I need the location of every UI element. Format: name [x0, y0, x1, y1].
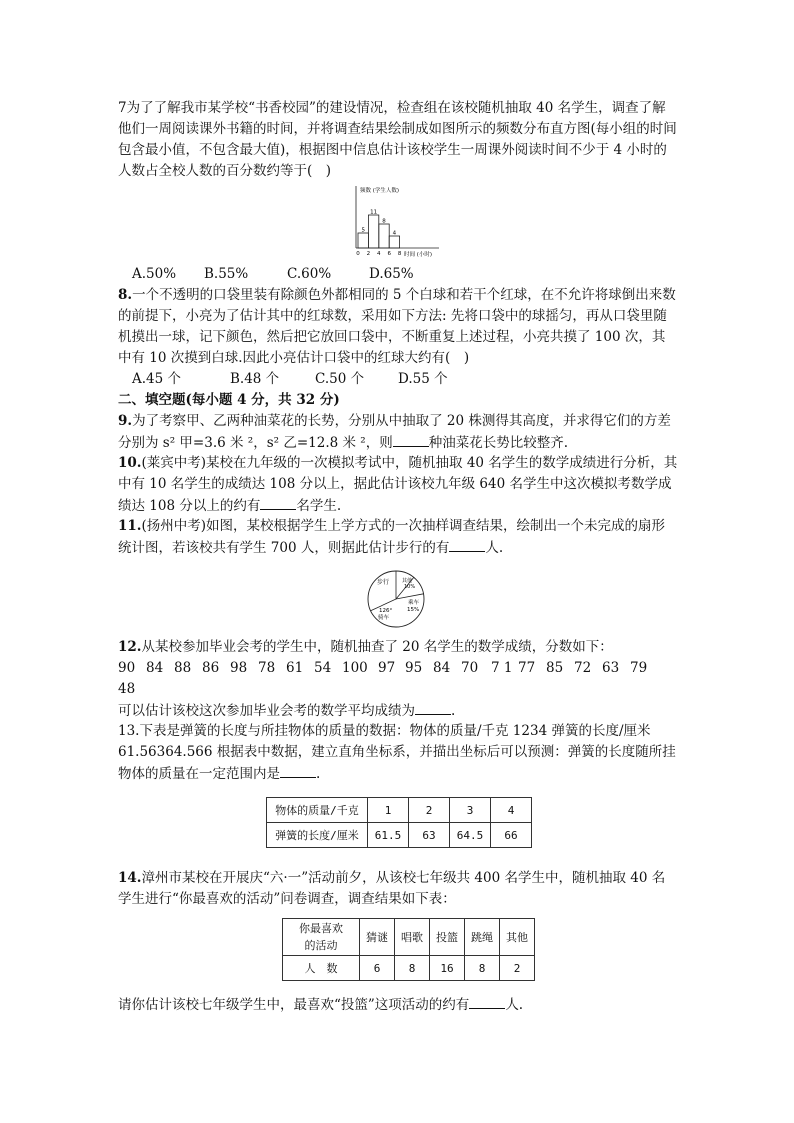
- bar-value-label: 8: [382, 218, 386, 225]
- bar-value-label: 11: [370, 209, 378, 216]
- question-12-number: 12.: [118, 639, 142, 655]
- score-value: 84: [146, 660, 164, 676]
- score-value: 61: [286, 660, 304, 676]
- question-11: [118, 516, 678, 559]
- table-cell: 6: [360, 956, 395, 981]
- question-12-text: 从某校参加毕业会考的学生中，随机抽查了 20 名学生的数学成绩，分数如下：: [141, 639, 613, 655]
- score-list: [118, 658, 678, 679]
- question-10-number: 10.: [118, 455, 142, 471]
- x-axis-label: 时间 (小时): [404, 252, 433, 258]
- x-tick-label: 6: [387, 251, 391, 257]
- option-c[interactable]: C.60%: [287, 266, 332, 282]
- table-cell: 16: [430, 956, 465, 981]
- question-10-text-end: 名学生.: [296, 498, 342, 514]
- score-value: 77: [518, 660, 536, 676]
- table-cell: 8: [465, 956, 500, 981]
- question-7-text: 7为了了解我市某学校“书香校园”的建设情况，检查组在该校随机抽取 40 名学生，调查了解他们一周阅读课外书籍的时间，并将调查结果绘制成如图所示的频数分布直方图(每小组的时间包含最小值，不包含最大值)，根据图中信息估计该校学生一周课外阅读时间不少于 4 小时的人数占全校人数的百分数约等于( ): [118, 100, 677, 179]
- table-row: [283, 956, 535, 981]
- table-header-cell: [283, 919, 360, 956]
- pie-label-bike-angle: 126°: [379, 608, 393, 614]
- option-d[interactable]: D.65%: [369, 266, 414, 282]
- x-tick-label: 4: [377, 251, 381, 257]
- activity-survey-table: [282, 918, 535, 981]
- bar-value-label: 5: [361, 227, 365, 234]
- answer-blank[interactable]: [280, 763, 316, 778]
- score-value: 84: [433, 660, 451, 676]
- question-12-ask-end: .: [451, 703, 456, 719]
- question-14-ask: [118, 994, 678, 1016]
- score-last: 48: [118, 681, 136, 697]
- pie-label-walk: 步行: [377, 579, 390, 586]
- table-row: [267, 823, 532, 848]
- table-cell: 2: [409, 798, 450, 823]
- score-value: 78: [258, 660, 276, 676]
- table-header-cell: 物体的质量/千克: [267, 798, 368, 823]
- table-cell: 64.5: [450, 823, 491, 848]
- question-10-text: (莱宾中考)某校在九年级的一次模拟考试中，随机抽取 40 名学生的数学成绩进行分析，其中有 10 名学生的成绩达 108 分以上，据此估计该校九年级 640 名学生中这次模拟考数学成绩达 108 分以上的约有: [118, 455, 678, 514]
- score-value: 88: [174, 660, 192, 676]
- question-14: [118, 868, 678, 910]
- question-9-text-end: 种油菜花长势比较整齐.: [428, 435, 568, 451]
- score-value: 95: [405, 660, 423, 676]
- question-8-number: 8.: [118, 287, 133, 303]
- table-row: [267, 798, 532, 823]
- pie-label-bike: 骑车: [378, 615, 390, 621]
- bar-value-label: 4: [392, 230, 397, 237]
- option-d[interactable]: D.55 个: [398, 371, 448, 387]
- score-value: 63: [602, 660, 620, 676]
- score-value: 79: [630, 660, 648, 676]
- score-value: 54: [314, 660, 332, 676]
- question-14-ask-end: 人.: [505, 997, 524, 1013]
- question-8-text: 一个不透明的口袋里装有除颜色外都相同的 5 个白球和若干个红球，在不允许将球倒出来数的前提下，小亮为了估计其中的红球数，采用如下方法: 先将口袋中的球摇匀，再从口袋里随机摸出一球，记下颜色，然后把它放回口袋中，不断重复上述过程，小亮共摸了 100 次，其中有 10 次摸到白球.因此小亮估计口袋中的红球大约有( ): [118, 287, 676, 366]
- question-12: [118, 637, 678, 658]
- question-10: [118, 453, 678, 517]
- table-cell: 1: [368, 798, 409, 823]
- histogram-bar: [389, 236, 399, 248]
- table-header-cell: 猜谜: [360, 919, 395, 956]
- question-13-end: .: [316, 766, 321, 782]
- score-value: 70: [461, 660, 479, 676]
- question-14-number: 14.: [118, 870, 142, 886]
- histogram-bar: [379, 224, 389, 248]
- option-a[interactable]: A.50%: [132, 266, 177, 282]
- histogram-marks: [356, 210, 402, 258]
- answer-blank[interactable]: [415, 700, 451, 715]
- pie-chart: [356, 568, 436, 630]
- table-cell: 3: [450, 798, 491, 823]
- question-13: [118, 721, 678, 785]
- table-header-cell: 唱歌: [395, 919, 430, 956]
- question-11-text-end: 人.: [485, 540, 504, 556]
- x-tick-label: 2: [366, 251, 371, 257]
- question-8: [118, 285, 678, 369]
- table-cell: 4: [491, 798, 532, 823]
- score-value: 85: [546, 660, 564, 676]
- table-header-cell: 投篮: [430, 919, 465, 956]
- question-12-ask: [118, 700, 678, 722]
- option-b[interactable]: B.55%: [204, 266, 249, 282]
- table-header-cell: 跳绳: [465, 919, 500, 956]
- score-value: 98: [230, 660, 248, 676]
- section-2-heading: 二、填空题(每小题 4 分，共 32 分): [118, 392, 340, 408]
- option-c[interactable]: C.50 个: [315, 371, 365, 387]
- answer-blank[interactable]: [449, 537, 485, 552]
- question-9: [118, 411, 678, 454]
- table-header-cell: 人 数: [283, 956, 360, 981]
- score-value: 7 1: [491, 660, 513, 676]
- table-row: [283, 919, 535, 956]
- question-9-text: 为了考察甲、乙两种油菜花的长势，分别从中抽取了 20 株测得其高度，并求得它们的方差分别为 s² 甲=3.6 米 ²，s² 乙=12.8 米 ²，则: [118, 413, 671, 451]
- answer-blank[interactable]: [260, 495, 296, 510]
- score-value: 72: [574, 660, 592, 676]
- score-value: 97: [378, 660, 396, 676]
- question-14-ask-text: 请你估计该校七年级学生中，最喜欢“投篮”这项活动的约有: [118, 997, 470, 1013]
- table-cell: 63: [409, 823, 450, 848]
- option-a[interactable]: A.45 个: [132, 371, 182, 387]
- score-value: 90: [118, 660, 136, 676]
- score-value: 86: [202, 660, 220, 676]
- question-13-text: 13.下表是弹簧的长度与所挂物体的质量的数据：物体的质量/千克 1234 弹簧的长度/厘米 61.56364.566 根据表中数据，建立直角坐标系，并描出坐标后可以预测：弹簧的长度随所挂物体的质量在一定范围内是: [118, 723, 676, 782]
- pie-label-bus: 乘车: [408, 600, 420, 606]
- histogram-bar: [368, 215, 378, 248]
- header-line: 你最喜欢: [299, 922, 343, 935]
- option-b[interactable]: B.48 个: [230, 371, 280, 387]
- x-tick-label: 8: [397, 251, 402, 257]
- header-line: 的活动: [304, 939, 338, 952]
- y-axis-label: 频数 (学生人数): [360, 188, 400, 194]
- table-cell: 8: [395, 956, 430, 981]
- table-cell: 61.5: [368, 823, 409, 848]
- pie-label-other-pct: 10%: [404, 584, 416, 590]
- answer-blank[interactable]: [469, 994, 505, 1009]
- pie-label-other: 其他: [402, 578, 413, 584]
- spring-data-table: [266, 797, 532, 848]
- question-11-number: 11.: [118, 518, 142, 534]
- question-9-number: 9.: [118, 413, 133, 429]
- score-value: 100: [342, 660, 368, 676]
- table-cell: 2: [500, 956, 535, 981]
- question-11-text: (扬州中考)如图，某校根据学生上学方式的一次抽样调查结果，绘制出一个未完成的扇形统计图，若该校共有学生 700 人，则据此估计步行的有: [118, 518, 666, 556]
- pie-label-bus-pct: 15%: [407, 607, 420, 613]
- x-tick-label: 0: [356, 251, 360, 257]
- question-12-ask-text: 可以估计该校这次参加毕业会考的数学平均成绩为: [118, 703, 415, 719]
- answer-blank[interactable]: [393, 432, 429, 447]
- table-header-cell: 弹簧的长度/厘米: [267, 823, 368, 848]
- table-cell: 66: [491, 823, 532, 848]
- frequency-histogram: [346, 184, 446, 260]
- question-14-text: 漳州市某校在开展庆“六·一”活动前夕，从该校七年级共 400 名学生中，随机抽取 40 名学生进行“你最喜欢的活动”问卷调查，调查结果如下表：: [118, 870, 666, 907]
- histogram-bar: [358, 233, 368, 248]
- table-header-cell: 其他: [500, 919, 535, 956]
